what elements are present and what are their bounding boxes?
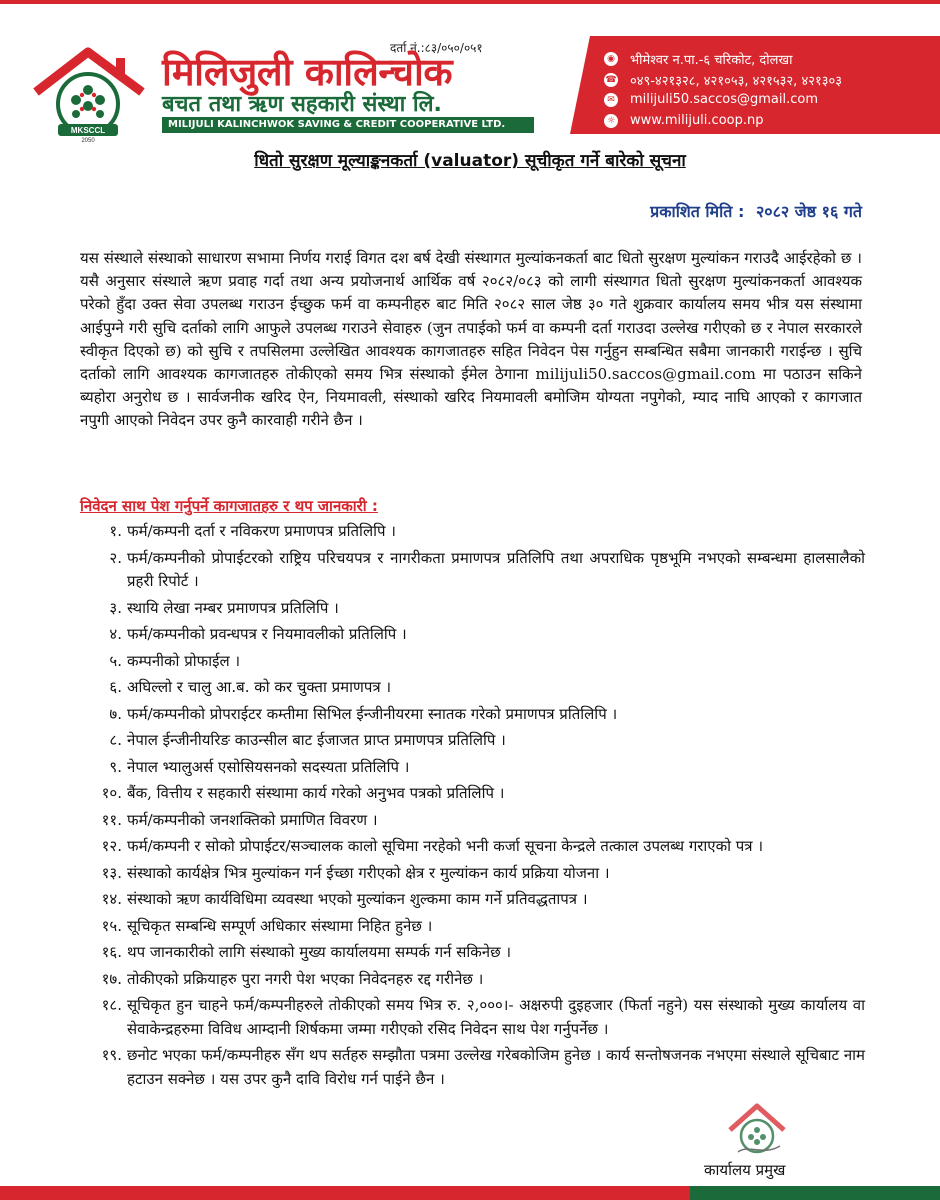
requirement-item [80,756,865,780]
requirement-text: बैंक, वित्तीय र सहकारी संस्थामा कार्य गरेको अनुभव पत्रको प्रतिलिपि । [127,784,505,802]
requirement-text: फर्म/कम्पनी दर्ता र नविकरण प्रमाणपत्र प्रतिलिपि । [127,522,396,540]
requirement-number: ३. [109,598,122,617]
requirement-number: १७. [101,969,122,988]
requirement-item [80,782,865,806]
requirement-number: २. [109,548,122,567]
requirement-number: ४. [109,625,122,643]
requirement-item [80,994,865,1041]
email-icon: ✉ [604,93,618,107]
requirement-text: फर्म/कम्पनीको प्रवन्धपत्र र नियमावलीको प्रतिलिपि । [127,625,407,643]
requirement-item [80,547,865,594]
requirement-text: अघिल्लो र चालु आ.ब. को कर चुक्ता प्रमाणपत्र । [127,678,392,696]
footer-bar [0,1186,940,1200]
requirement-item [80,941,865,965]
requirement-number: ११. [101,810,122,829]
requirement-item [80,676,865,700]
web-icon: ☼ [604,114,618,128]
footer-green-band [690,1186,940,1200]
requirement-number: १८. [101,996,122,1014]
footer-red-band [0,1186,690,1200]
requirement-item [80,623,865,647]
phone-icon: ☎ [605,75,617,85]
requirement-text: थप जानकारीको लागि संस्थाको मुख्य कार्यालयमा सम्पर्क गर्न सकिनेछ । [127,943,512,961]
contact-website[interactable] [604,113,763,128]
requirement-text: नेपाल ईन्जीनीयरिङ काउन्सील बाट ईजाजत प्राप्त प्रमाणपत्र प्रतिलिपि । [127,731,506,749]
requirement-number: १२. [101,837,122,855]
notice-title [0,148,940,171]
requirement-text: सूचिकृत सम्बन्धि सम्पूर्ण अधिकार संस्थामा निहित हुनेछ । [127,916,433,935]
requirement-item [80,888,865,912]
requirement-number: ६. [109,678,122,696]
requirement-text: छनोट भएका फर्म/कम्पनीहरु सँग थप सर्तहरु सम्झौता पत्रमा उल्लेख गरेबकोजिम हुनेछ । कार्य सन्तोषजनक नभएमा संस्थाले सूचिबाट नाम हटाउन सक्नेछ । यस उपर कुनै दावि विरोध गर्न पाईने छैन । [127,1046,865,1088]
requirement-number: १३. [101,863,122,882]
requirement-text: तोकीएको प्रक्रियाहरु पुरा नगरी पेश भएका निवेदनहरु रद्द गरीनेछ । [127,969,484,988]
requirement-number: १६. [101,943,122,961]
requirement-item [80,862,865,886]
requirement-text: कम्पनीको प्रोफाईल । [127,651,241,670]
requirements-list [80,520,865,1094]
website-text[interactable]: www.milijuli.coop.np [630,113,764,128]
registration-number: दर्ता नं.:८३/०५०/०५१ [390,41,483,55]
requirement-number: १०. [101,784,122,802]
requirement-number: १९. [101,1046,122,1064]
requirement-text: फर्म/कम्पनीको प्रोपराईटर कम्तीमा सिभिल ईन्जीनीयरमा स्नातक गरेको प्रमाणपत्र प्रतिलिपि । [127,704,618,723]
requirement-item [80,650,865,674]
contact-panel [570,36,940,134]
requirement-item [80,703,865,727]
requirement-text: सूचिकृत हुन चाहने फर्म/कम्पनीहरुले तोकीएको समय भित्र रु. २,०००।- अक्षरुपी दुइहजार (फिर्ता नहुने) यस संस्थाको मुख्य कार्यालय वा सेवाकेन्द्रहरुमा विविध आम्दानी शिर्षकमा जम्मा गरीएको रसिद निवेदन साथ पेश गर्नुपर्नेछ । [127,996,865,1038]
requirement-number: ९. [109,757,122,776]
requirement-number: १५. [101,916,122,935]
organization-subtitle-nepali: बचत तथा ऋण सहकारी संस्था लि. [162,92,442,117]
requirement-number: १४. [101,890,122,908]
email-text[interactable]: milijuli50.saccos@gmail.com [630,92,819,107]
requirement-item [80,729,865,753]
requirement-text: संस्थाको कार्यक्षेत्र भित्र मुल्यांकन गर्न ईच्छा गरीएको क्षेत्र र मुल्यांकन कार्य प्रक्रिया योजना । [127,863,610,882]
requirement-number: ५. [109,651,122,670]
requirement-number: ७. [109,704,122,723]
requirement-item [80,968,865,992]
contact-email[interactable] [604,92,818,107]
published-date [650,200,862,222]
requirement-item [80,915,865,939]
office-stamp-icon [724,1100,790,1160]
requirement-item [80,1044,865,1091]
organization-name-nepali: मिलिजुली कालिन्चोक [162,50,453,94]
requirement-text: संस्थाको ऋण कार्यविधिमा व्यवस्था भएको मुल्यांकन शुल्कमा काम गर्ने प्रतिवद्धतापत्र । [127,890,588,908]
requirement-text: फर्म/कम्पनीको प्रोपाईटरको राष्ट्रिय परिचयपत्र र नागरीकता प्रमाणपत्र प्रतिलिपि तथा अपराधिक पृष्ठभूमि नभएको सम्बन्धमा हालसालैको प्रहरी रिपोर्ट । [127,548,865,590]
signature-title: कार्यालय प्रमुख [704,1161,786,1179]
requirement-number: ८. [109,731,122,749]
contact-address [604,50,793,68]
requirement-number: १. [109,522,122,540]
published-label: प्रकाशित मिति : [650,202,745,221]
requirement-item [80,597,865,621]
requirement-text: फर्म/कम्पनीको जनशक्तिको प्रमाणित विवरण । [127,810,378,829]
organization-name-english: MILIJULI KALINCHWOK SAVING & CREDIT COOPERATIVE LTD. [168,119,506,130]
requirement-text: स्थायि लेखा नम्बर प्रमाणपत्र प्रतिलिपि । [127,598,339,617]
letterhead [0,0,940,140]
location-icon: ◉ [604,52,618,66]
requirements-heading: निवेदन साथ पेश गर्नुपर्ने कागजातहरु र थप जानकारी : [80,497,378,515]
notice-body: यस संस्थाले संस्थाको साधारण सभामा निर्णय गराई विगत दश बर्ष देखी संस्थागत मुल्यांकनकर्ता बाट धितो सुरक्षण मुल्यांकन गराउदै आईरहेको छ । यसै अनुसार संस्थाले ऋण प्रवाह गर्दा तथा अन्य प्रयोजनार्थ आर्थिक वर्ष २०८२/०८३ को लागी संस्थागत धितो सुरक्षण मुल्यांकनकर्ता आवश्यक परेको हुँदा उक्त सेवा उपलब्ध गराउन ईच्छुक फर्म वा कम्पनीहरु बाट मिति २०८२ साल जेष्ठ ३० गते शुक्रवार कार्यालय समय भीत्र यस संस्थामा आईपुग्ने गरी सुचि दर्ताको लागि आफुले उपलब्ध गराउने सेवाहरु (जुन तपाईको फर्म वा कम्पनी दर्ता गराउदा उल्लेख गरीएको छ र नेपाल सरकारले स्वीकृत दिएको छ) को सुचि र तपसिलमा उल्लेखित आवश्यक कागजातहरु सहित निवेदन पेस गर्नुहुन सम्बन्धित सबैमा जानकारी गराईन्छ । सुचि दर्ताको लागि आवश्यक कागजातहरु तोकीएको समय भित्र संस्थाको ईमेल ठेगाना milijuli50.saccos@gmail.com मा पठाउन सकिने ब्यहोरा अनुरोध छ । सार्वजनीक खरिद ऐन, नियमावली, संस्थाको खरिद नियमावली बमोजिम योग्यता नपुगेको, म्याद नाघि आएको र कागजात नपुगी आएको निवेदन उपर कुनै कारवाही गरीने छैन । [80,249,862,430]
contact-phone [604,71,842,89]
cooperative-logo-icon [30,46,150,142]
requirement-text: फर्म/कम्पनी र सोको प्रोपाईटर/सञ्चालक कालो सूचिमा नरहेको भनी कर्जा सूचना केन्द्रले तत्काल उपलब्ध गराएको पत्र । [127,837,764,855]
requirement-item [80,835,865,859]
logo-year: 2050 [81,138,95,142]
notice-title-text: धितो सुरक्षण मूल्याङ्कनकर्ता (valuator) सूचीकृत गर्ने बारेको सूचना [254,151,686,171]
logo-text: MKSCCL [70,126,106,135]
requirement-text: नेपाल भ्यालुअर्स एसोसियसनको सदस्यता प्रतिलिपि । [127,757,410,776]
phone-text: ०४९-४२१३२८, ४२१०५३, ४२१५३२, ४२१३०३ [630,74,843,89]
requirement-item [80,520,865,544]
published-date-value: २०८२ जेष्ठ १६ गते [755,202,862,221]
address-text: भीमेश्वर न.पा.-६ चरिकोट, दोलखा [630,53,793,68]
requirement-item [80,809,865,833]
